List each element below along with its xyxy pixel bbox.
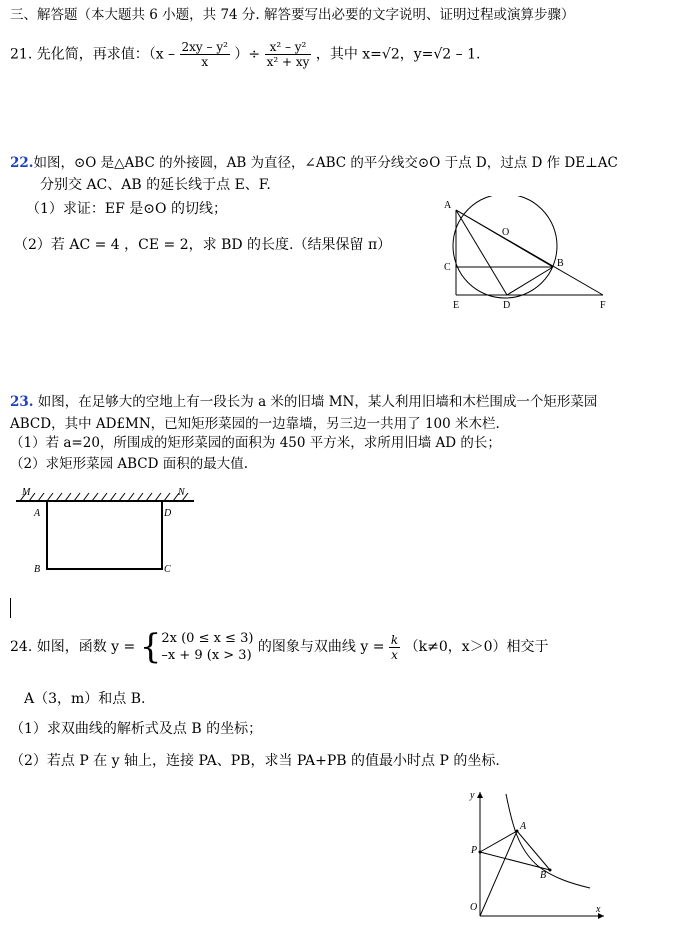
wall-hatch-mark — [137, 493, 143, 501]
q23-label-b: B — [34, 564, 41, 575]
q22-part-2: （2）若 AC = 4 ，CE = 2，求 BD 的长度.（结果保留 π） — [14, 237, 392, 253]
q21-suffix: ，其中 x=√2，y=√2 – 1. — [315, 46, 481, 63]
q24-y-axis-arrow — [477, 792, 483, 798]
q22-label-b: B — [557, 258, 564, 269]
q23-label-m: M — [22, 487, 31, 498]
q22-label-o: O — [502, 227, 510, 238]
q24-point-b — [549, 869, 552, 872]
q22-line-db — [507, 267, 553, 295]
q21-fraction-2 — [265, 40, 312, 69]
wall-hatch-mark — [83, 493, 89, 501]
q24-cases — [161, 630, 253, 664]
wall-hatch-mark — [65, 493, 71, 501]
q24-part-2: （2）若点 P 在 y 轴上，连接 PA、PB，求当 PA+PB 的值最小时点 P 的坐标. — [10, 753, 500, 769]
q24-hyperbola — [506, 794, 590, 888]
wall-hatch-mark — [47, 493, 53, 501]
question-21 — [10, 40, 480, 69]
q24-point-p — [479, 851, 482, 854]
q22-label-e: E — [453, 300, 460, 311]
q24-line-2: A（3，m）和点 B. — [24, 691, 146, 707]
q23-rectangle-abcd — [47, 501, 162, 569]
q22-part-1: （1）求证：EF 是⊙O 的切线； — [26, 201, 227, 217]
q24-line-segment-1 — [480, 831, 517, 916]
q22-circle-o — [453, 196, 557, 298]
q24-mid: 的图象与双曲线 y = — [257, 639, 385, 655]
q24-line-pa — [480, 831, 517, 852]
wall-hatch-mark — [119, 493, 125, 501]
q24-prefix: 24. 如图，函数 y = — [10, 639, 136, 655]
q24-graph-figure — [458, 784, 608, 924]
q21-fraction-1 — [180, 40, 230, 69]
q23-number: 23. — [10, 394, 34, 410]
wall-hatch-mark — [101, 493, 107, 501]
q24-point-a — [516, 830, 519, 833]
q24-label-y: y — [470, 790, 475, 801]
q24-case-1: 2x (0 ≤ x ≤ 3) — [161, 631, 254, 646]
wall-hatch-mark — [155, 493, 161, 501]
q22-number: 22. — [10, 155, 34, 171]
q21-fraction-2-denominator: x² + xy — [266, 55, 310, 69]
q24-k-fraction — [389, 633, 400, 662]
wall-hatch-mark — [38, 493, 44, 501]
q24-label-p: P — [471, 845, 478, 856]
wall-hatch-mark — [74, 493, 80, 501]
q23-part-1: （1）若 a=20，所围成的矩形菜园的面积为 450 平方米，求所用旧墙 AD 的长； — [10, 435, 501, 451]
q24-label-a: A — [520, 821, 527, 832]
q22-line-1 — [10, 154, 618, 172]
wall-hatch-mark — [110, 493, 116, 501]
q24-line-pb — [480, 852, 550, 870]
q24-brace: { — [139, 627, 162, 667]
q21-fraction-1-denominator: x — [201, 55, 209, 69]
q22-line-1-text: 如图，⊙O 是△ABC 的外接圆，AB 为直径，∠ABC 的平分线交⊙O 于点 D，过点 D 作 DE⊥AC — [33, 155, 618, 171]
q23-line-1-text: 如图，在足够大的空地上有一段长为 a 米的旧墙 MN，某人利用旧墙和木栏围成一个矩形菜园 — [33, 394, 598, 410]
q23-garden-figure — [12, 482, 198, 580]
q22-line-af — [456, 210, 603, 295]
q24-line-segment-2 — [517, 831, 550, 870]
q24-case-2: –x + 9 (x > 3) — [161, 648, 252, 663]
q24-k-denominator: x — [391, 647, 398, 662]
q24-label-b: B — [540, 870, 547, 881]
q24-suffix: （k≠0，x＞0）相交于 — [404, 639, 549, 655]
q24-label-x: x — [596, 904, 601, 915]
wall-hatch-mark — [146, 493, 152, 501]
q22-label-a: A — [444, 200, 452, 211]
q22-label-c: C — [444, 262, 451, 273]
q23-part-2: （2）求矩形菜园 ABCD 面积的最大值. — [10, 456, 249, 472]
q23-label-d: D — [164, 508, 172, 519]
text-cursor — [10, 598, 11, 618]
wall-hatch-mark — [92, 493, 98, 501]
q23-line-1 — [10, 393, 597, 411]
q21-middle: ）÷ — [234, 46, 261, 63]
q22-label-d: D — [503, 300, 511, 311]
q21-fraction-1-numerator: 2xy – y² — [181, 40, 228, 54]
wall-hatch-mark — [164, 493, 170, 501]
section-header: 三、解答题（本大题共 6 小题，共 74 分. 解答要写出必要的文字说明、证明过程或演算步骤） — [10, 7, 575, 23]
q21-fraction-2-numerator: x² – y² — [265, 40, 312, 55]
q23-label-a: A — [34, 508, 41, 519]
q23-label-c: C — [164, 564, 171, 575]
wall-hatch-mark — [128, 493, 134, 501]
q23-line-2: ABCD，其中 AD£MN，已知矩形菜园的一边靠墙，另三边一共用了 100 米木栏. — [10, 416, 500, 432]
q23-label-n: N — [178, 487, 185, 498]
q22-line-ad — [456, 210, 510, 295]
q24-line-1 — [10, 627, 549, 667]
q24-label-o: O — [470, 902, 478, 913]
q22-label-f: F — [600, 300, 606, 311]
q21-prefix: 21. 先化简，再求值：（x – — [10, 46, 176, 63]
q22-geometry-figure — [436, 196, 616, 314]
q24-k-numerator: k — [390, 632, 399, 647]
wall-hatch-mark — [56, 493, 62, 501]
q22-line-2: 分别交 AC、AB 的延长线于点 E、F. — [40, 177, 271, 193]
q23-wall-hatching — [20, 493, 188, 501]
q24-part-1: （1）求双曲线的解析式及点 B 的坐标； — [10, 721, 263, 737]
